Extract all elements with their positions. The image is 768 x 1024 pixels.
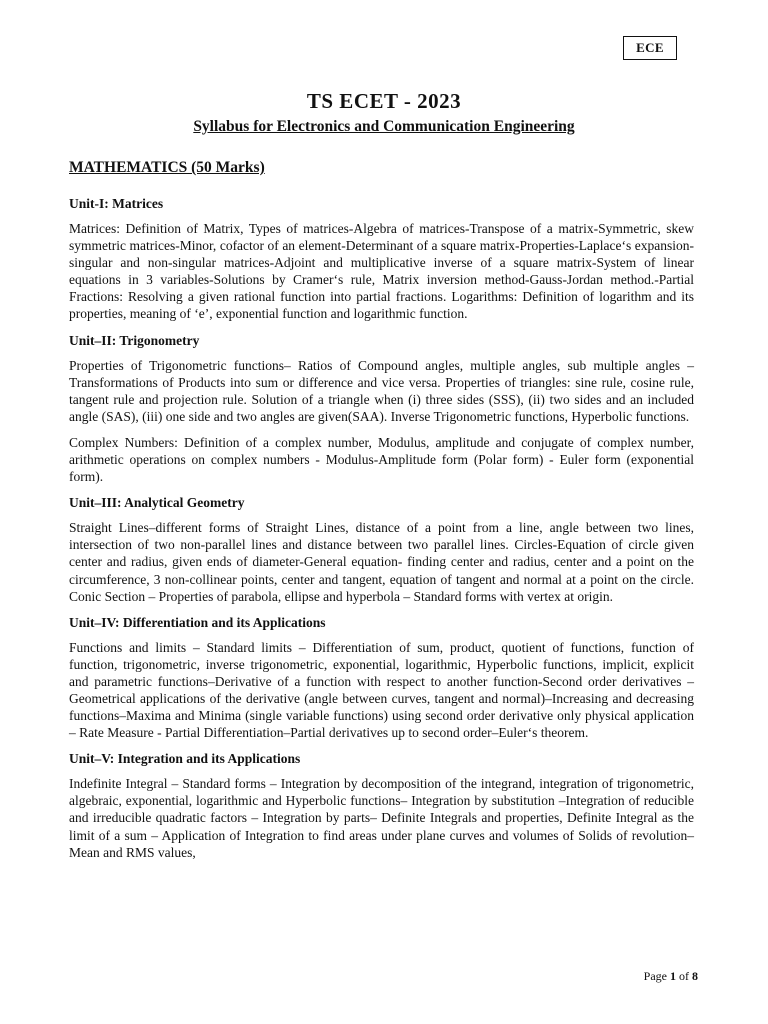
branch-label-box: ECE [623, 36, 677, 60]
page-word: Page [643, 969, 667, 983]
unit-paragraph: Matrices: Definition of Matrix, Types of matrices-Algebra of matrices-Transpose of a matrix-Symmetric, skew symmetric matrices-Minor, cofactor of an element-Determinant of a square matrix-Properties-Laplace‘s expansion-singular and non-singular matrices-Adjoint and multiplicative inverse of a square matrix-System of linear equations in 3 variables-Solutions by Cramer‘s rule, Matrix inversion method-Gauss-Jordan method.-Partial Fractions: Resolving a given rational function into partial fractions. Logarithms: Definition of logarithm and its properties, meaning of ‘e’, exponential function and logarithmic function. [69, 221, 694, 322]
of-word: of [679, 969, 689, 983]
unit-1 [69, 195, 694, 323]
unit-paragraph: Properties of Trigonometric functions– Ratios of Compound angles, multiple angles, sub multiple angles – Transformations of Products into sum or difference and vice versa. Properties of triangles: sine rule, cosine rule, tangent rule and projection rule. Solution of a triangle when (i) three sides (SSS), (ii) two sides and an included angle (SAS), (iii) one side and two angles are given(SAA). Inverse Trigonometric functions, Hyperbolic functions. [69, 357, 694, 424]
unit-5 [69, 750, 694, 860]
syllabus-content [69, 158, 694, 870]
section-title: MATHEMATICS (50 Marks) [69, 159, 265, 176]
document-title: TS ECET - 2023 [306, 89, 462, 113]
page-footer [560, 968, 698, 984]
unit-paragraph: Indefinite Integral – Standard forms – Integration by decomposition of the integrand, integration of trigonometric, algebraic, exponential, logarithmic and Hyperbolic functions– Integration by substitution –Integration of reducible and irreducible quadratic factors – Integration by parts– Definite Integrals and properties, Definite Integral as the limit of a sum – Application of Integration to find areas under plane curves and volumes of Solids of revolution– Mean and RMS values, [69, 776, 694, 860]
unit-4 [69, 614, 694, 742]
unit-heading: Unit–II: Trigonometry [69, 332, 200, 348]
unit-heading: Unit–V: Integration and its Applications [69, 751, 301, 767]
document-subtitle: Syllabus for Electronics and Communication Engineering [193, 118, 575, 135]
page-total: 8 [692, 969, 698, 983]
unit-heading: Unit–IV: Differentiation and its Applications [69, 614, 326, 630]
unit-paragraph: Straight Lines–different forms of Straight Lines, distance of a point from a line, angle between two lines, intersection of two non-parallel lines and distance between two parallel lines. Circles-Equation of circle given center and radius, given ends of diameter-General equation- finding center and radius, center and a point on the circumference, 3 non-collinear points, center and tangent, equation of tangent and normal at a point on the circle. Conic Section – Properties of parabola, ellipse and hyperbola – Standard forms with vertex at origin. [69, 520, 694, 604]
unit-2 [69, 332, 694, 486]
unit-paragraph: Functions and limits – Standard limits – Differentiation of sum, product, quotient of functions, function of function, trigonometric, inverse trigonometric, exponential, logarithmic, Hyperbolic functions, implicit, explicit and parametric functions–Derivative of a function with respect to another function-Second order derivatives – Geometrical applications of the derivative (angle between curves, tangent and normal)–Increasing and decreasing functions–Maxima and Minima (single variable functions) using second order derivative only physical application – Rate Measure - Partial Differentiation–Partial derivatives up to second order–Euler‘s theorem. [69, 639, 694, 741]
unit-3 [69, 494, 694, 604]
unit-heading: Unit-I: Matrices [69, 196, 164, 211]
unit-heading: Unit–III: Analytical Geometry [69, 495, 245, 511]
page-current: 1 [670, 969, 676, 983]
unit-paragraph: Complex Numbers: Definition of a complex number, Modulus, amplitude and conjugate of complex number, arithmetic operations on complex numbers - Modulus-Amplitude form (Polar form) - Euler form (exponential form). [69, 434, 694, 485]
